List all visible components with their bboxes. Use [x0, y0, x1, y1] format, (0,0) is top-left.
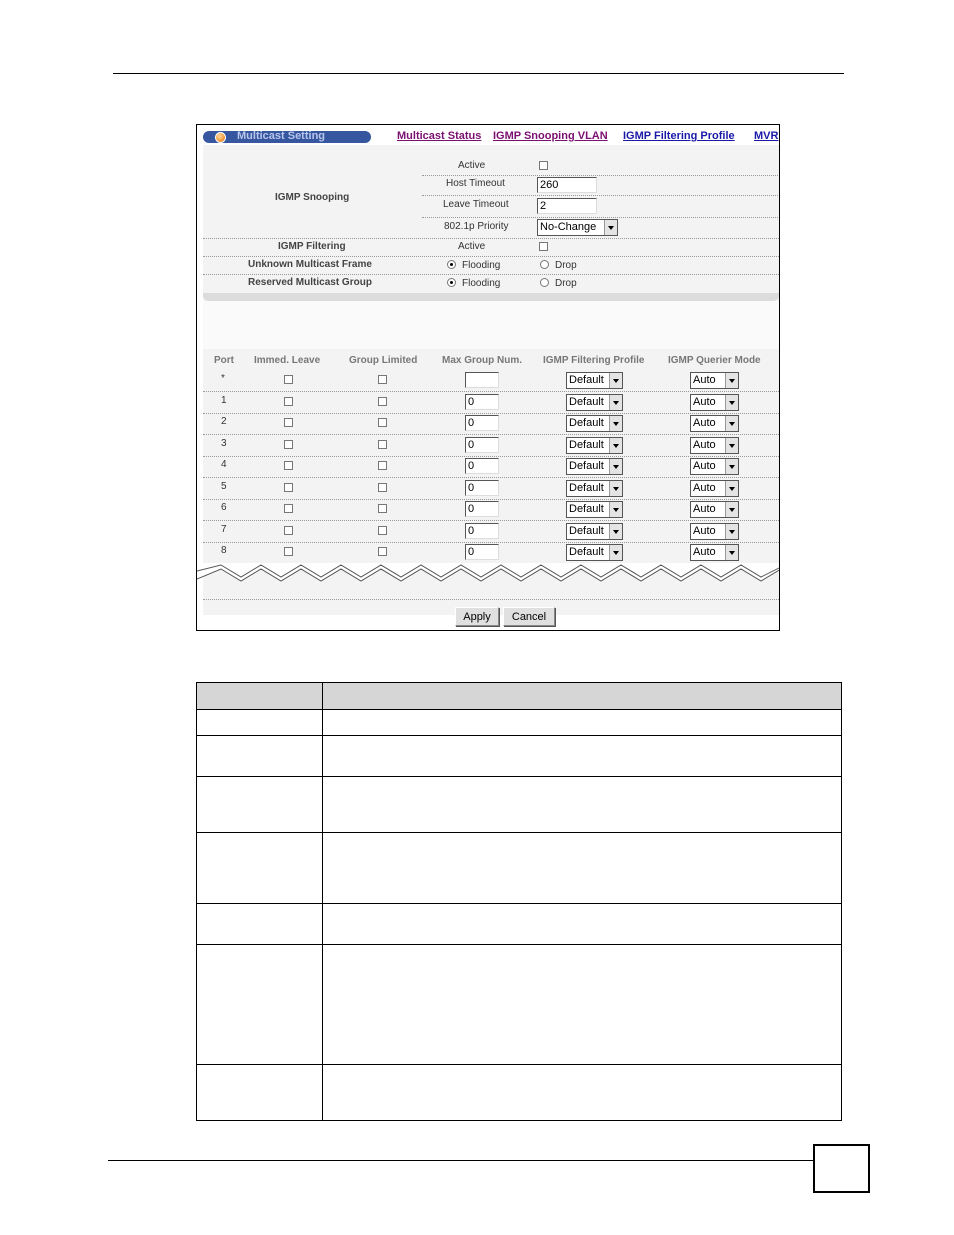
divider [422, 217, 778, 218]
querier-mode-select[interactable] [690, 437, 739, 454]
tab-mvr[interactable]: MVR [754, 130, 779, 142]
chevron-down-icon [725, 459, 738, 474]
tab-igmp-snooping-vlan[interactable]: IGMP Snooping VLAN [493, 130, 608, 142]
port-number: 4 [221, 459, 227, 470]
col-max-group: Max Group Num. [442, 355, 523, 366]
max-group-field[interactable]: 0 [465, 394, 499, 410]
querier-mode-value: Auto [693, 417, 716, 429]
unknown-drop-label: Drop [555, 260, 577, 271]
col-port: Port [214, 355, 234, 366]
max-group-field[interactable]: 0 [465, 523, 499, 539]
querier-mode-select[interactable] [690, 544, 739, 561]
filtering-profile-select[interactable] [566, 480, 623, 497]
leave-timeout-field[interactable]: 2 [537, 198, 597, 214]
chevron-down-icon [725, 416, 738, 431]
row-line [197, 832, 841, 833]
row-line [197, 1064, 841, 1065]
bottom-band [203, 587, 779, 599]
group-limited-checkbox[interactable] [378, 375, 387, 384]
reserved-drop-radio[interactable] [540, 278, 549, 287]
snooping-active-label: Active [458, 160, 486, 171]
querier-mode-select[interactable] [690, 501, 739, 518]
divider [203, 542, 779, 543]
immed-leave-checkbox[interactable] [284, 397, 293, 406]
reserved-drop-label: Drop [555, 278, 577, 289]
group-limited-checkbox[interactable] [378, 418, 387, 427]
querier-mode-select[interactable] [690, 523, 739, 540]
port-number: 8 [221, 545, 227, 556]
chevron-down-icon [609, 545, 622, 560]
chevron-down-icon [725, 395, 738, 410]
querier-mode-select[interactable] [690, 480, 739, 497]
col-immed-leave: Immed. Leave [254, 355, 321, 366]
filtering-profile-value: Default [569, 395, 604, 408]
reserved-flooding-label: Flooding [462, 278, 501, 289]
priority-value: No-Change [540, 221, 597, 233]
group-limited-checkbox[interactable] [378, 526, 387, 535]
filtering-profile-value: Default [569, 524, 604, 537]
host-timeout-label: Host Timeout [446, 178, 505, 189]
querier-mode-value: Auto [693, 374, 716, 386]
group-limited-checkbox[interactable] [378, 440, 387, 449]
chevron-down-icon [725, 373, 738, 388]
querier-mode-value: Auto [693, 503, 716, 515]
port-number: 7 [221, 523, 227, 535]
multicast-setting-screen [196, 124, 780, 631]
chevron-down-icon [725, 502, 738, 517]
group-limited-checkbox[interactable] [378, 461, 387, 470]
filtering-profile-select[interactable] [566, 437, 623, 454]
querier-mode-select[interactable] [690, 372, 739, 389]
snooping-active-checkbox[interactable] [539, 161, 548, 170]
chevron-down-icon [725, 524, 738, 539]
footer-rule [108, 1160, 814, 1161]
filtering-profile-select[interactable] [566, 394, 623, 411]
divider [203, 391, 779, 392]
immed-leave-checkbox[interactable] [284, 504, 293, 513]
torn-edge [197, 561, 780, 587]
priority-label: 802.1p Priority [444, 221, 509, 232]
filtering-profile-value: Default [569, 546, 604, 558]
port-number: 3 [221, 437, 227, 449]
chevron-down-icon [725, 438, 738, 453]
divider [203, 520, 779, 521]
tab-multicast-status[interactable]: Multicast Status [397, 130, 482, 142]
filtering-profile-value: Default [569, 503, 604, 515]
col-filtering-profile: IGMP Filtering Profile [543, 355, 645, 366]
chevron-down-icon [609, 524, 622, 539]
divider [203, 456, 779, 457]
divider [203, 599, 779, 600]
immed-leave-checkbox[interactable] [284, 375, 293, 384]
filtering-profile-select[interactable] [566, 372, 623, 389]
divider [203, 256, 779, 257]
querier-mode-select[interactable] [690, 394, 739, 411]
port-number: * [221, 373, 225, 384]
chevron-down-icon [609, 438, 622, 453]
max-group-field[interactable]: 0 [465, 415, 499, 431]
group-limited-checkbox[interactable] [378, 397, 387, 406]
max-group-field[interactable]: 0 [465, 437, 499, 453]
querier-mode-select[interactable] [690, 458, 739, 475]
unknown-flooding-label: Flooding [462, 260, 501, 271]
section-end-bar [203, 293, 779, 301]
col-querier-mode: IGMP Querier Mode [668, 355, 761, 366]
divider [203, 477, 779, 478]
filtering-profile-value: Default [569, 460, 604, 472]
filtering-profile-select[interactable] [566, 415, 623, 432]
chevron-down-icon [725, 545, 738, 560]
divider [203, 434, 779, 435]
filtering-active-label: Active [458, 241, 486, 252]
title-bullet-icon [215, 132, 226, 143]
filtering-profile-select[interactable] [566, 501, 623, 518]
filtering-active-checkbox[interactable] [539, 242, 548, 251]
tab-igmp-filtering-profile[interactable]: IGMP Filtering Profile [623, 130, 735, 142]
filtering-profile-value: Default [569, 481, 604, 494]
port-number: 1 [221, 394, 227, 406]
filtering-profile-select[interactable] [566, 523, 623, 540]
divider [203, 413, 779, 414]
max-group-field[interactable]: 0 [465, 458, 499, 474]
port-number: 5 [221, 480, 227, 492]
unknown-drop-radio[interactable] [540, 260, 549, 269]
chevron-down-icon [609, 459, 622, 474]
igmp-snooping-label: IGMP Snooping [275, 192, 350, 203]
table-header [197, 683, 841, 710]
chevron-down-icon [609, 395, 622, 410]
querier-mode-value: Auto [693, 460, 716, 472]
immed-leave-checkbox[interactable] [284, 461, 293, 470]
igmp-filtering-label: IGMP Filtering [278, 241, 346, 252]
row-line [197, 709, 841, 710]
immed-leave-checkbox[interactable] [284, 483, 293, 492]
unknown-flooding-radio[interactable] [447, 260, 456, 269]
reserved-flooding-radio[interactable] [447, 278, 456, 287]
column-divider [322, 683, 323, 1120]
col-group-limited: Group Limited [349, 355, 418, 366]
chevron-down-icon [609, 502, 622, 517]
chevron-down-icon [725, 481, 738, 496]
immed-leave-checkbox[interactable] [284, 547, 293, 556]
filtering-profile-select[interactable] [566, 458, 623, 475]
querier-mode-value: Auto [693, 438, 716, 451]
apply-button[interactable]: Apply [455, 607, 499, 626]
row-line [197, 735, 841, 736]
chevron-down-icon [609, 481, 622, 496]
description-table [196, 682, 842, 1121]
port-number: 6 [221, 502, 227, 513]
filtering-profile-value: Default [569, 438, 604, 451]
port-number: 2 [221, 416, 227, 427]
querier-mode-value: Auto [693, 395, 716, 408]
divider [203, 499, 779, 500]
title-bar [203, 131, 371, 143]
cancel-button[interactable]: Cancel [503, 607, 555, 626]
row-line [197, 776, 841, 777]
group-limited-checkbox[interactable] [378, 547, 387, 556]
divider [422, 195, 778, 196]
spacer [203, 301, 779, 349]
divider [422, 175, 778, 176]
divider [203, 274, 779, 275]
priority-select[interactable] [537, 219, 618, 236]
group-limited-checkbox[interactable] [378, 483, 387, 492]
host-timeout-field[interactable]: 260 [537, 177, 597, 193]
row-line [197, 903, 841, 904]
chevron-down-icon [604, 220, 617, 235]
leave-timeout-label: Leave Timeout [443, 199, 509, 210]
querier-mode-value: Auto [693, 524, 716, 537]
immed-leave-checkbox[interactable] [284, 418, 293, 427]
filtering-profile-select[interactable] [566, 544, 623, 561]
max-group-field[interactable]: 0 [465, 501, 499, 517]
header-rule [113, 73, 844, 74]
row-line [197, 944, 841, 945]
querier-mode-value: Auto [693, 481, 716, 494]
reserved-group-label: Reserved Multicast Group [248, 277, 372, 288]
immed-leave-checkbox[interactable] [284, 526, 293, 535]
chevron-down-icon [609, 373, 622, 388]
unknown-multicast-label: Unknown Multicast Frame [248, 259, 372, 270]
divider [203, 238, 779, 239]
querier-mode-value: Auto [693, 546, 716, 558]
max-group-field[interactable] [465, 372, 499, 388]
max-group-field[interactable]: 0 [465, 480, 499, 496]
filtering-profile-value: Default [569, 417, 604, 429]
querier-mode-select[interactable] [690, 415, 739, 432]
max-group-field[interactable]: 0 [465, 544, 499, 560]
immed-leave-checkbox[interactable] [284, 440, 293, 449]
filtering-profile-value: Default [569, 374, 604, 386]
chevron-down-icon [609, 416, 622, 431]
page-title: Multicast Setting [237, 130, 326, 142]
group-limited-checkbox[interactable] [378, 504, 387, 513]
page-number-box [813, 1144, 870, 1193]
